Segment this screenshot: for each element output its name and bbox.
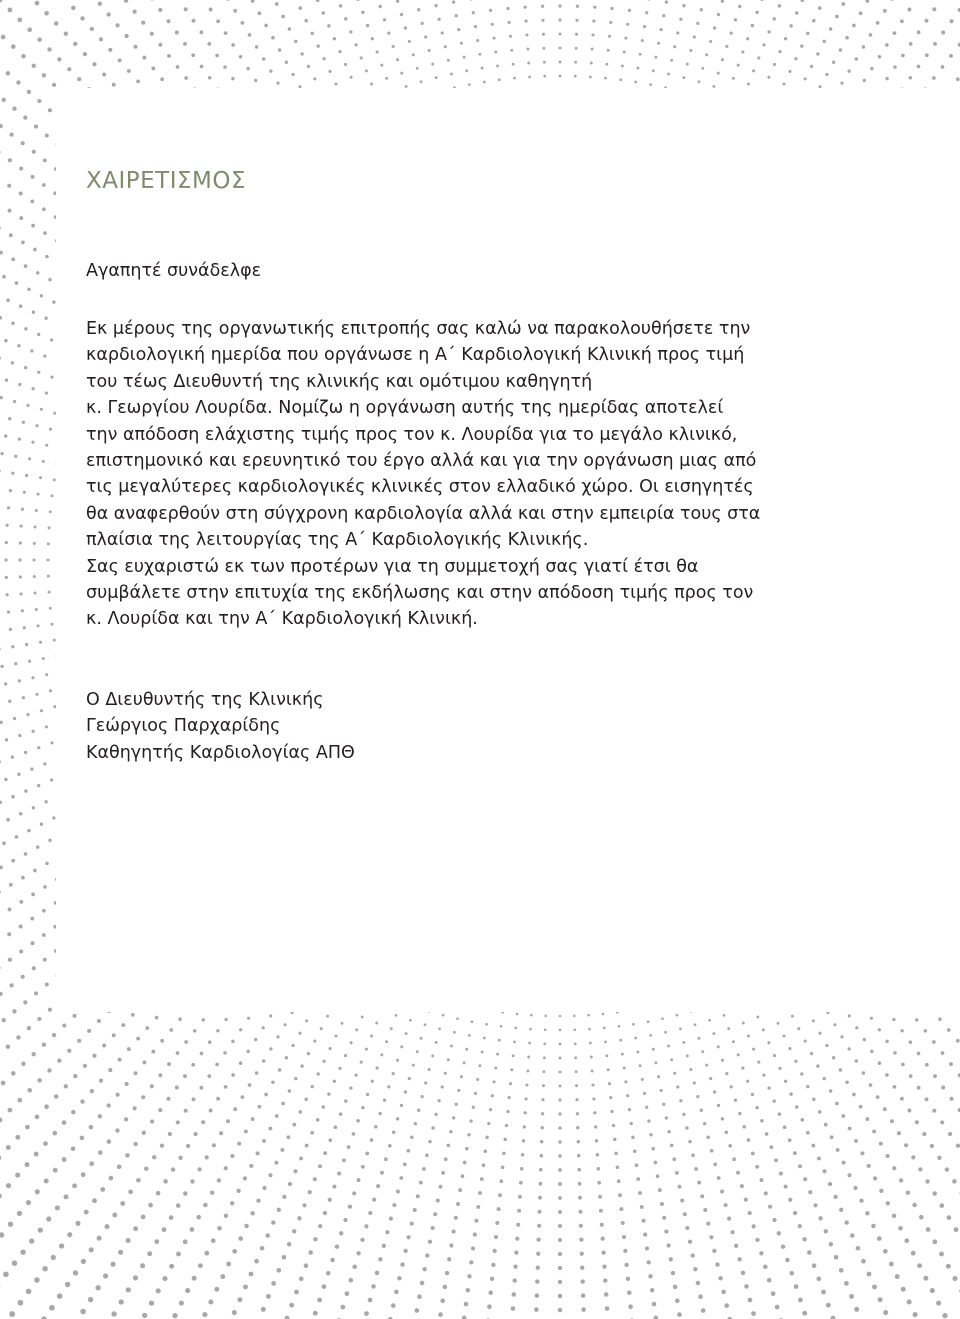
signature-block — [86, 687, 886, 766]
body-line: κ. Λουρίδα και την Α΄ Καρδιολογική Κλινική. — [86, 609, 478, 630]
body-line: πλαίσια της λειτουργίας της Α΄ Καρδιολογικής Κλινικής. — [86, 530, 589, 551]
signature-role: Ο Διευθυντής της Κλινικής — [86, 689, 324, 710]
signature-title: Καθηγητής Καρδιολογίας ΑΠΘ — [86, 742, 355, 763]
body-line: Σας ευχαριστώ εκ των προτέρων για τη συμμετοχή σας γιατί έτσι θα — [86, 556, 699, 577]
body-line: επιστημονικό και ερευνητικό του έργο αλλά και για την οργάνωση μιας από — [86, 451, 757, 472]
body-line: καρδιολογική ημερίδα που οργάνωσε η Α΄ Καρδιολογική Κλινική προς τιμή — [86, 345, 745, 366]
body-line: του τέως Διευθυντή της κλινικής και ομότιμου καθηγητή — [86, 371, 593, 392]
page-title: ΧΑΙΡΕΤΙΣΜΟΣ — [86, 168, 247, 194]
letter-body — [86, 316, 886, 633]
body-line: κ. Γεωργίου Λουρίδα. Νομίζω η οργάνωση αυτής της ημερίδας αποτελεί — [86, 398, 724, 419]
letter-content — [86, 160, 886, 766]
body-line: συμβάλετε στην επιτυχία της εκδήλωσης και στην απόδοση τιμής προς τον — [86, 583, 754, 604]
greeting: Αγαπητέ συνάδελφε — [86, 261, 262, 281]
body-line: Εκ μέρους της οργανωτικής επιτροπής σας καλώ να παρακολουθήσετε την — [86, 319, 751, 339]
signature-name: Γεώργιος Παρχαρίδης — [86, 716, 281, 737]
body-line: την απόδοση ελάχιστης τιμής προς τον κ. Λουρίδα για το μεγάλο κλινικό, — [86, 424, 738, 445]
body-line: τις μεγαλύτερες καρδιολογικές κλινικές στον ελλαδικό χώρο. Οι εισηγητές — [86, 477, 754, 498]
body-line: θα αναφερθούν στη σύγχρονη καρδιολογία αλλά και στην εμπειρία τους στα — [86, 503, 761, 524]
